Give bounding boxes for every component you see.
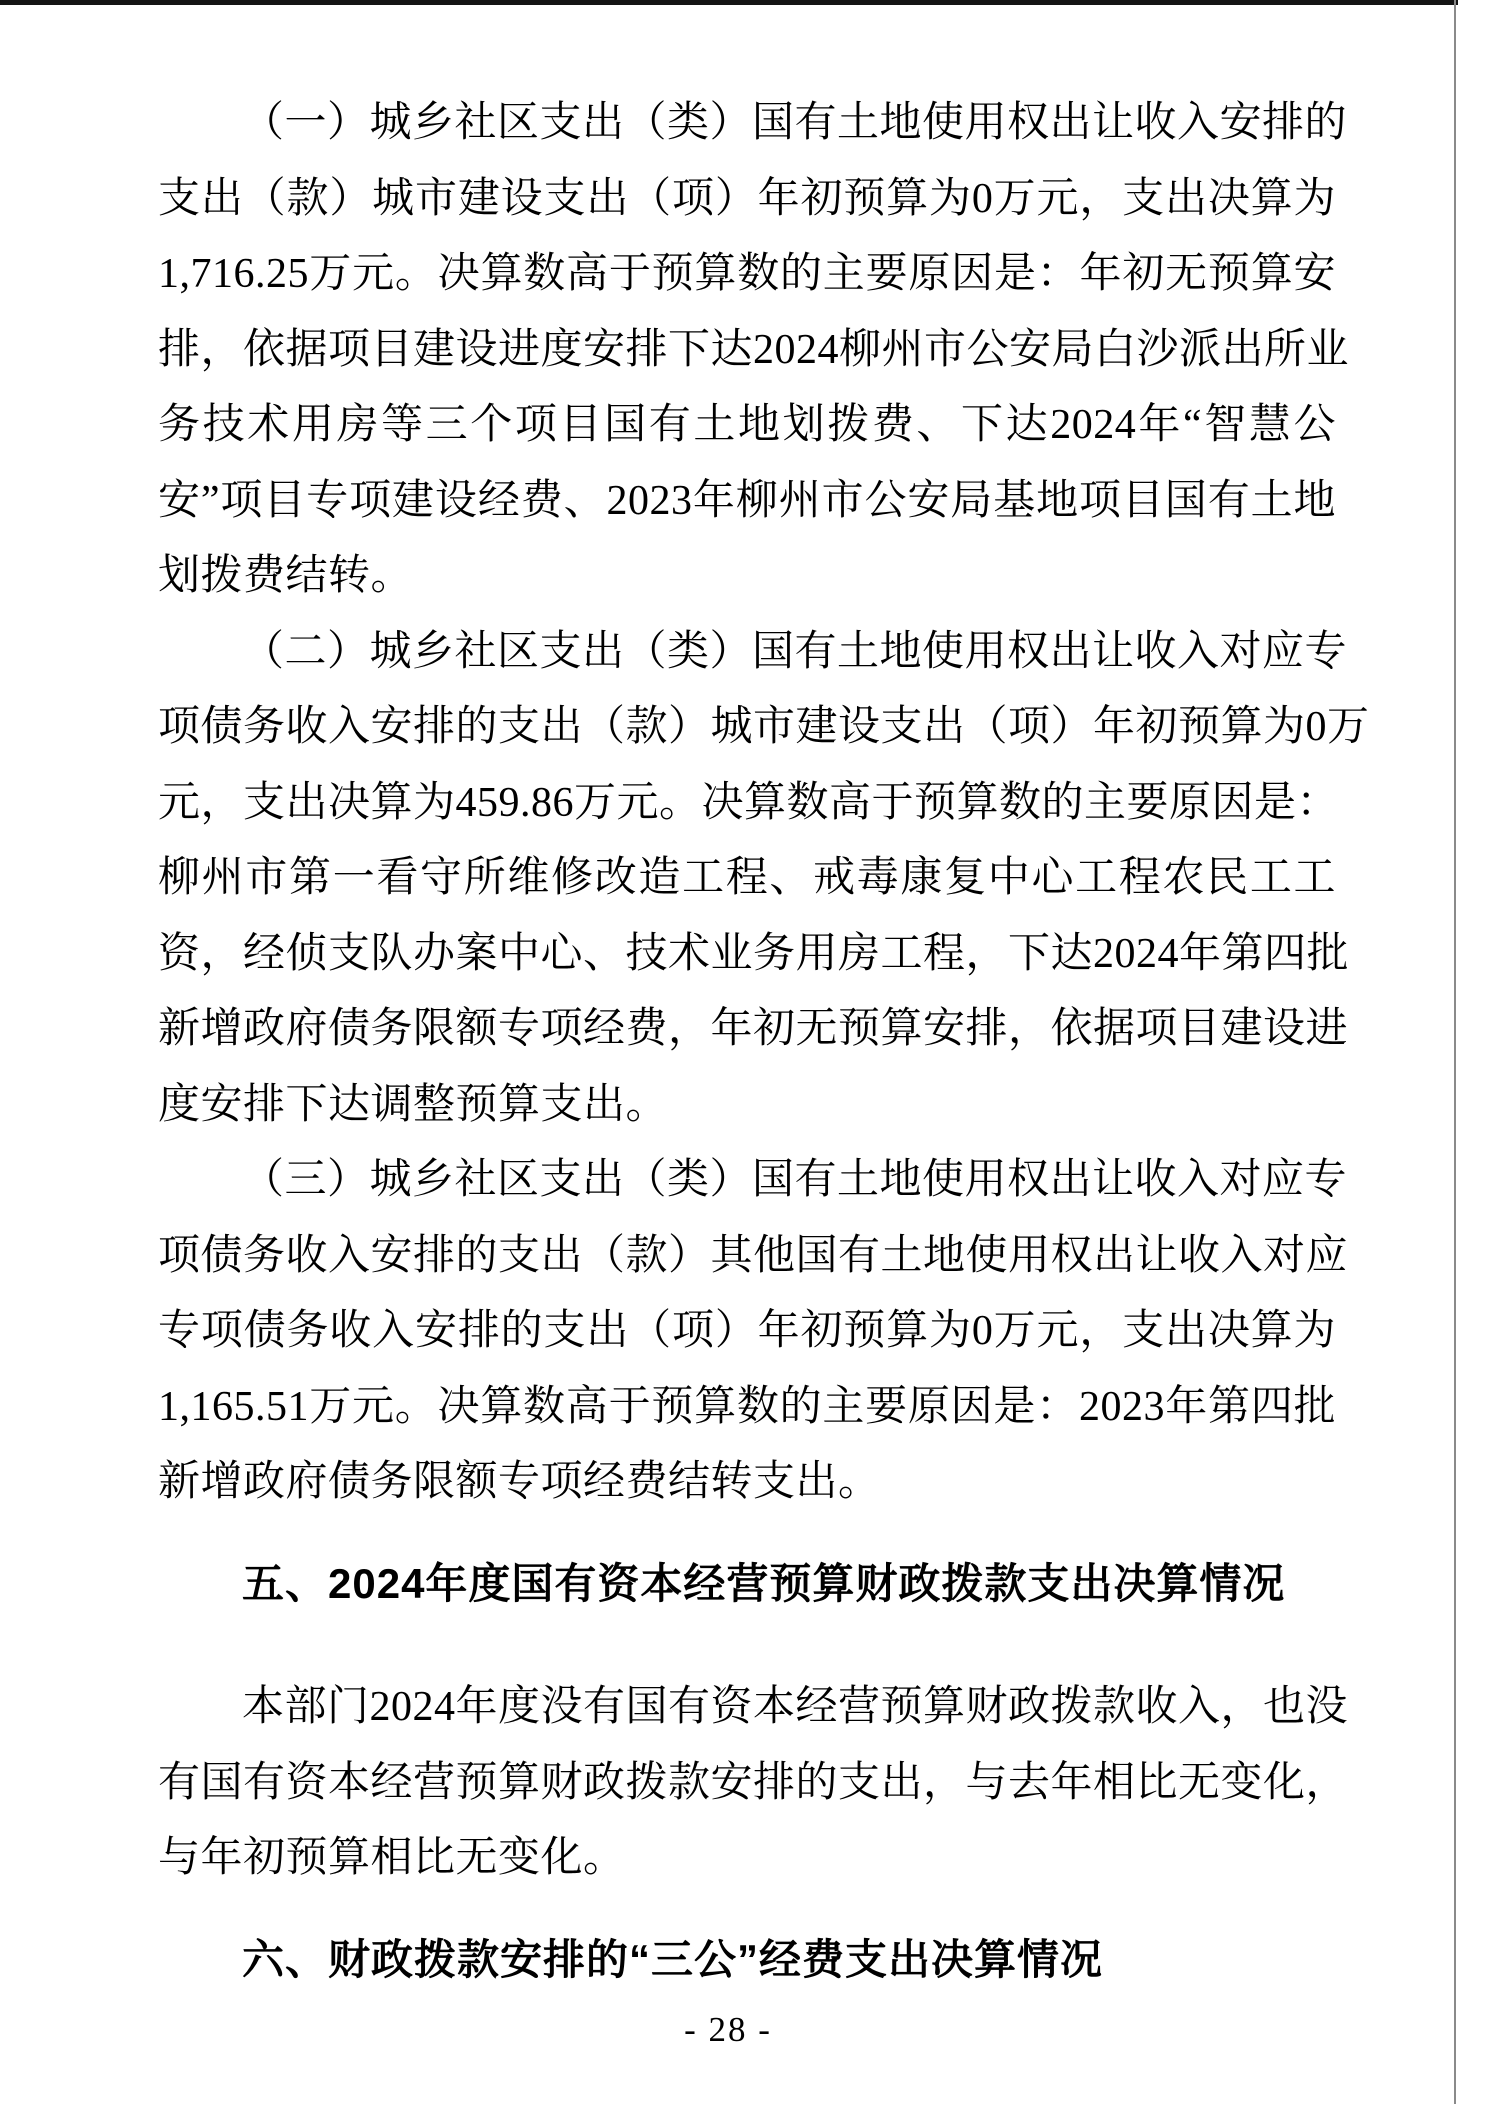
- body-line: （一）城乡社区支出（类）国有土地使用权出让收入安排的: [242, 100, 1348, 146]
- body-line: 度安排下达调整预算支出。: [158, 1081, 669, 1128]
- paragraph-1: [158, 86, 1350, 615]
- body-line: 新增政府债务限额专项经费，年初无预算安排，依据项目建设进: [158, 1006, 1349, 1052]
- paragraph-3: [158, 1143, 1349, 1521]
- body-line: （二）城乡社区支出（类）国有土地使用权出让收入对应专: [242, 628, 1348, 675]
- body-line: 与年初预算相比无变化。: [158, 1835, 626, 1881]
- scan-edge-right-line: [1454, 0, 1456, 2104]
- section-heading-6: 六、财政拨款安排的“三公”经费支出决算情况: [242, 1935, 1104, 1983]
- body-line: 项债务收入安排的支出（款）城市建设支出（项）年初预算为0万: [158, 704, 1370, 750]
- body-line: 专项债务收入安排的支出（项）年初预算为0万元，支出决算为: [158, 1308, 1336, 1354]
- body-line: 支出（款）城市建设支出（项）年初预算为0万元，支出决算为: [158, 175, 1336, 222]
- section-heading-5: 五、2024年度国有资本经营预算财政拨款支出决算情况: [242, 1559, 1286, 1607]
- body-line: （三）城乡社区支出（类）国有土地使用权出让收入对应专: [242, 1157, 1348, 1203]
- body-line: 排，依据项目建设进度安排下达2024柳州市公安局白沙派出所业: [158, 326, 1350, 373]
- paragraph-2: [158, 615, 1370, 1144]
- body-line: 资，经侦支队办案中心、技术业务用房工程，下达2024年第四批: [158, 930, 1350, 977]
- body-line: 安”项目专项建设经费、2023年柳州市公安局基地项目国有土地: [158, 477, 1336, 524]
- body-line: 务技术用房等三个项目国有土地划拨费、下达2024年“智慧公: [158, 402, 1336, 448]
- body-line: 本部门2024年度没有国有资本经营预算财政拨款收入，也没: [242, 1684, 1349, 1730]
- body-line: 划拨费结转。: [158, 553, 414, 599]
- body-line: 1,716.25万元。决算数高于预算数的主要原因是：年初无预算安: [158, 251, 1336, 297]
- body-line: 项债务收入安排的支出（款）其他国有土地使用权出让收入对应: [158, 1232, 1349, 1279]
- document-body: [158, 86, 1370, 1997]
- scan-edge-top-line: [0, 0, 1458, 5]
- body-line: 有国有资本经营预算财政拨款安排的支出，与去年相比无变化，: [158, 1759, 1349, 1806]
- page-number: - 28 -: [684, 2010, 772, 2049]
- body-line: 元，支出决算为459.86万元。决算数高于预算数的主要原因是：: [158, 779, 1340, 826]
- paragraph-4: [158, 1670, 1349, 1897]
- body-line: 柳州市第一看守所维修改造工程、戒毒康复中心工程农民工工: [158, 855, 1336, 901]
- body-line: 新增政府债务限额专项经费结转支出。: [158, 1459, 881, 1505]
- body-line: 1,165.51万元。决算数高于预算数的主要原因是：2023年第四批: [158, 1383, 1336, 1430]
